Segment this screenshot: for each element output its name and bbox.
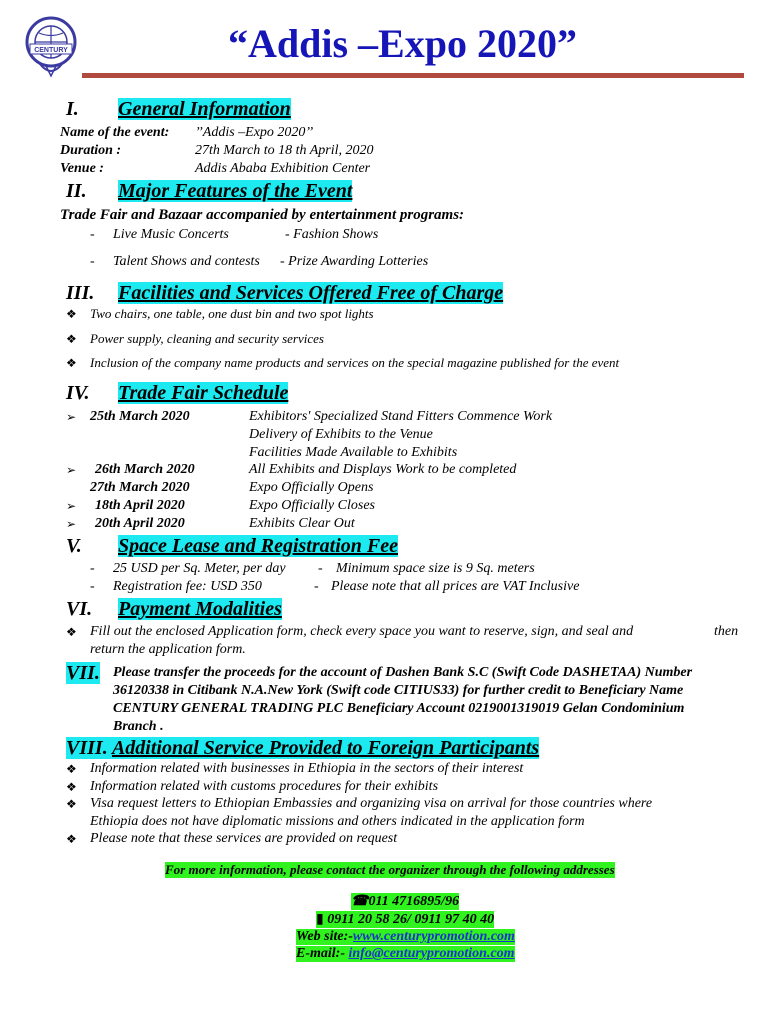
century-logo (20, 14, 82, 80)
section-title: Major Features of the Event (118, 180, 353, 202)
contact-intro: For more information, please contact the organizer through the following addresses (165, 862, 615, 877)
diamond-bullet-icon: ❖ (66, 780, 77, 794)
section-number: I. (66, 98, 79, 120)
schedule-event: Expo Officially Closes (249, 498, 375, 513)
website-line (296, 929, 515, 945)
diamond-bullet-icon: ❖ (66, 332, 77, 346)
logo-text: CENTURY (34, 47, 68, 54)
section-number: VIII. (66, 737, 108, 759)
schedule-date: 20th April 2020 (95, 516, 185, 531)
list-item: Registration fee: USD 350 (113, 579, 262, 594)
list-dash: - (314, 579, 319, 594)
website-link[interactable]: www.centurypromotion.com (352, 929, 515, 944)
diamond-bullet-icon: ❖ (66, 832, 77, 846)
list-item: Power supply, cleaning and security services (90, 331, 324, 346)
duration-value: 27th March to 18 th April, 2020 (195, 143, 374, 158)
section-title: General Information (118, 98, 291, 120)
section-title: Payment Modalities (118, 598, 282, 620)
phone-line (351, 893, 459, 910)
diamond-bullet-icon: ❖ (66, 762, 77, 776)
list-item: - (90, 227, 95, 242)
schedule-event: Exhibits Clear Out (249, 516, 355, 531)
email-link[interactable]: info@centurypromotion.com (348, 946, 515, 961)
email-line (296, 946, 515, 962)
email-label: E-mail:- (296, 946, 349, 961)
features-lead: Trade Fair and Bazaar accompanied by entertainment programs: (60, 207, 465, 223)
list-item: Minimum space size is 9 Sq. meters (336, 561, 535, 576)
diamond-bullet-icon: ❖ (66, 625, 77, 639)
schedule-date: 27th March 2020 (90, 480, 190, 495)
venue-value: Addis Ababa Exhibition Center (195, 161, 371, 176)
section-title: Facilities and Services Offered Free of Charge (118, 282, 504, 304)
schedule-date: 25th March 2020 (90, 409, 190, 424)
title-rule (82, 73, 744, 78)
arrow-bullet-icon: ➢ (66, 499, 77, 513)
list-item: Two chairs, one table, one dust bin and two spot lights (90, 306, 374, 321)
schedule-event: Exhibitors' Specialized Stand Fitters Commence Work (249, 409, 553, 424)
list-item: Information related with customs procedures for their exhibits (90, 779, 439, 794)
list-item: Inclusion of the company name products and services on the special magazine published for the event (90, 355, 620, 370)
schedule-event: Delivery of Exhibits to the Venue (249, 427, 433, 442)
section-space-lease (66, 535, 398, 558)
list-dash: - (90, 561, 95, 576)
section-general-information (66, 98, 291, 121)
mobile-number: 0911 20 58 26/ 0911 97 40 40 (327, 912, 495, 927)
list-item: 25 USD per Sq. Meter, per day (113, 561, 286, 576)
section-major-features (66, 180, 352, 203)
section-facilities (66, 282, 503, 305)
payment-text: return the application form. (90, 642, 246, 657)
section-number: VII. (66, 662, 100, 684)
section-number: V. (66, 535, 82, 557)
list-item: Please note that all prices are VAT Inclusive (331, 579, 580, 594)
phone-number: 011 4716895/96 (368, 894, 460, 909)
venue-label: Venue : (60, 161, 104, 176)
section-schedule (66, 382, 288, 405)
diamond-bullet-icon: ❖ (66, 797, 77, 811)
section-number: II. (66, 180, 87, 202)
list-item: Please note that these services are provided on request (90, 831, 398, 846)
schedule-event: Facilities Made Available to Exhibits (249, 445, 458, 460)
section-payment (66, 598, 282, 621)
section-title: Additional Service Provided to Foreign Participants (111, 737, 540, 759)
list-item: Visa request letters to Ethiopian Embassies and organizing visa on arrival for those countries where (90, 796, 653, 811)
website-label: Web site:- (296, 929, 353, 944)
mobile-icon: ▮ (316, 912, 324, 927)
transfer-text: 36120338 in Citibank N.A.New York (Swift code CITIUS33) for further credit to Beneficiary Name (113, 683, 684, 698)
list-item: - Prize Awarding Lotteries (280, 254, 429, 269)
diamond-bullet-icon: ❖ (66, 356, 77, 370)
duration-label: Duration : (60, 143, 122, 158)
list-item: Ethiopia does not have diplomatic missions and others indicated in the application form (90, 814, 585, 829)
schedule-event: All Exhibits and Displays Work to be completed (249, 462, 517, 477)
section-title: Trade Fair Schedule (118, 382, 289, 404)
page-title: “Addis –Expo 2020” (228, 21, 577, 66)
schedule-event: Expo Officially Opens (249, 480, 374, 495)
event-name-label: Name of the event: (60, 125, 170, 140)
mobile-line (316, 911, 494, 928)
list-dash: - (318, 561, 323, 576)
transfer-text: Branch . (113, 719, 164, 734)
section-additional-services (66, 737, 539, 760)
section-number: III. (66, 282, 95, 304)
arrow-bullet-icon: ➢ (66, 463, 77, 477)
schedule-date: 26th March 2020 (95, 462, 195, 477)
section-number: VI. (66, 598, 93, 620)
section-title: Space Lease and Registration Fee (118, 535, 398, 557)
payment-text: then (714, 624, 739, 639)
transfer-text: CENTURY GENERAL TRADING PLC Beneficiary Account 0219001319019 Gelan Condominium (113, 701, 685, 716)
event-name-value: ’’Addis –Expo 2020’’ (195, 125, 314, 140)
diamond-bullet-icon: ❖ (66, 307, 77, 321)
list-item: Talent Shows and contests (113, 254, 260, 269)
section-number: IV. (66, 382, 90, 404)
transfer-text: Please transfer the proceeds for the account of Dashen Bank S.C (Swift Code DASHETAA) Number (113, 665, 693, 680)
list-item: Live Music Concerts (113, 227, 229, 242)
arrow-bullet-icon: ➢ (66, 410, 77, 424)
schedule-date: 18th April 2020 (95, 498, 185, 513)
list-item: Information related with businesses in Ethiopia in the sectors of their interest (90, 761, 524, 776)
list-dash: - (90, 579, 95, 594)
payment-text: Fill out the enclosed Application form, check every space you want to reserve, sign, and seal and (90, 624, 634, 639)
list-item: - (90, 254, 95, 269)
list-item: - Fashion Shows (285, 227, 379, 242)
section-transfer (66, 662, 100, 685)
arrow-bullet-icon: ➢ (66, 517, 77, 531)
phone-icon: ☎ (351, 894, 369, 909)
